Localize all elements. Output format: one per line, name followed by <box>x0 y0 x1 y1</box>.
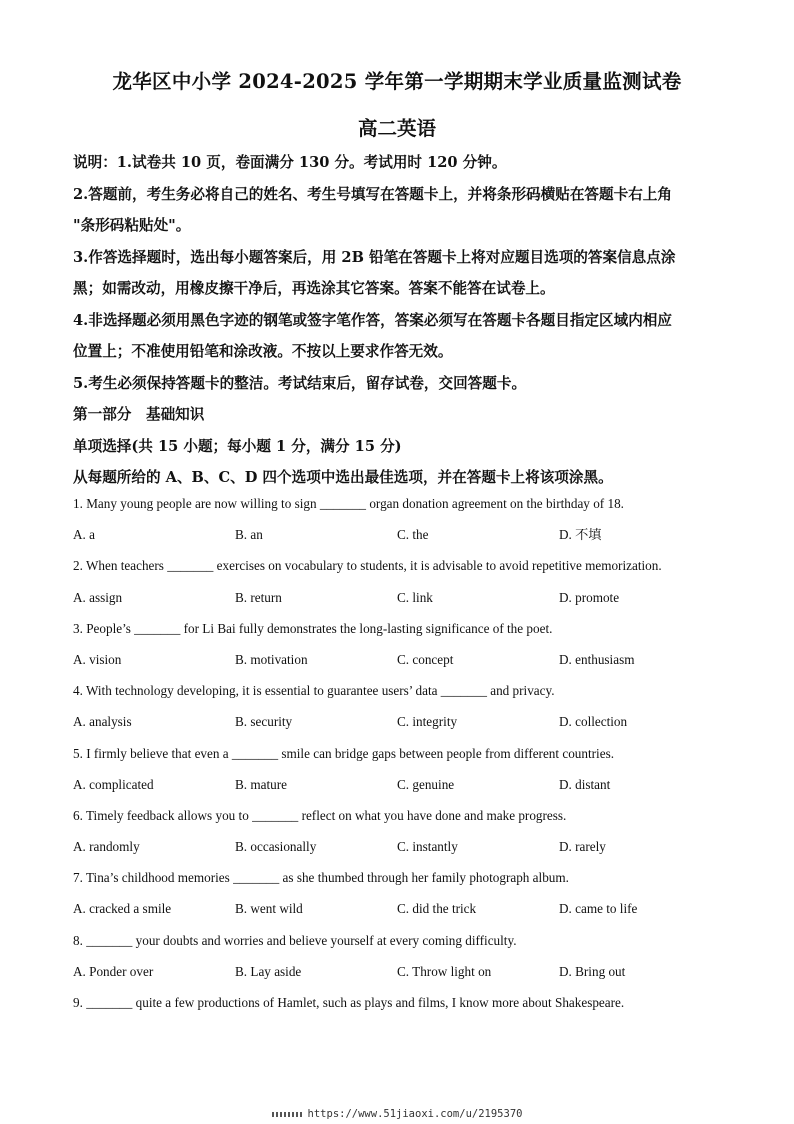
option-c: C. Throw light on <box>397 963 492 979</box>
instruction-line: 3.作答选择题时，选出每小题答案后，用 2B 铅笔在答题卡上将对应题目选项的答案信息点涂 <box>73 248 676 266</box>
question-stem: 2. When teachers _______ exercises on vocabulary to students, it is advisable to avoid repetitive memorization. <box>73 558 662 574</box>
option-c: C. the <box>397 527 429 543</box>
option-c: C. concept <box>397 651 454 667</box>
instruction-line: 说明：1.试卷共 10 页，卷面满分 130 分。考试用时 120 分钟。 <box>73 154 507 171</box>
option-d: D. rarely <box>559 839 606 855</box>
instruction-line: 黑；如需改动，用橡皮擦干净后，再选涂其它答案。答案不能答在试卷上。 <box>73 280 555 297</box>
instruction-line: 位置上；不准使用铅笔和涂改液。不按以上要求作答无效。 <box>73 343 453 360</box>
option-b: B. Lay aside <box>235 963 302 979</box>
question-stem: 6. Timely feedback allows you to _______ reflect on what you have done and make progress. <box>73 807 567 823</box>
option-d: D. distant <box>559 776 611 792</box>
question-stem: 3. People’s _______ for Li Bai fully demonstrates the long-lasting significance of the poet. <box>73 620 553 636</box>
option-row <box>73 519 733 550</box>
question-stem: 9. _______ quite a few productions of Hamlet, such as plays and films, I know more about Shakespeare. <box>73 995 625 1010</box>
option-row <box>73 706 733 737</box>
question-stem: 7. Tina’s childhood memories _______ as she thumbed through her family photograph album. <box>73 870 569 886</box>
option-b: B. went wild <box>235 901 303 917</box>
option-d: D. promote <box>559 589 620 605</box>
watermark-icon <box>272 1112 302 1117</box>
question-stem: 4. With technology developing, it is essential to guarantee users’ data _______ and privacy. <box>73 683 555 699</box>
question-stem: 8. _______ your doubts and worries and believe yourself at every coming difficulty. <box>73 932 517 948</box>
option-row <box>73 644 733 675</box>
question-list <box>73 488 733 1018</box>
section-heading: 第一部分 基础知识 <box>73 406 205 423</box>
option-d: D. collection <box>559 714 628 730</box>
option-b: B. occasionally <box>235 839 317 855</box>
option-b: B. return <box>235 589 282 605</box>
footer-url[interactable]: https://www.51jiaoxi.com/u/2195370 <box>307 1108 523 1120</box>
instruction-line: 4.非选择题必须用黑色字迹的钢笔或签字笔作答，答案必须写在答题卡各题目指定区域内相应 <box>73 311 672 329</box>
option-d: D. enthusiasm <box>559 651 635 667</box>
option-row <box>73 831 733 862</box>
option-a: A. vision <box>73 651 122 667</box>
section-subheading: 单项选择(共 15 小题；每小题 1 分，满分 15 分) <box>73 437 402 455</box>
option-a: A. assign <box>73 589 123 605</box>
page-footer <box>0 1108 794 1120</box>
instruction-line: 2.答题前，考生务必将自己的姓名、考生号填写在答题卡上，并将条形码横贴在答题卡右上角 <box>73 185 672 203</box>
option-row <box>73 893 733 924</box>
option-d: D. Bring out <box>559 963 626 979</box>
option-b: B. security <box>235 714 293 730</box>
option-row <box>73 769 733 800</box>
option-c: C. genuine <box>397 776 455 792</box>
section-directions: 从每题所给的 A、B、C、D 四个选项中选出最佳选项，并在答题卡上将该项涂黑。 <box>73 469 613 486</box>
option-row <box>73 956 733 987</box>
option-a: A. complicated <box>73 776 154 792</box>
instruction-line: "条形码粘贴处"。 <box>73 217 191 234</box>
question-stem: 1. Many young people are now willing to sign _______ organ donation agreement on the birthday of 18. <box>73 496 624 511</box>
option-a: A. a <box>73 527 95 543</box>
instruction-line: 5.考生必须保持答题卡的整洁。考试结束后，留存试卷，交回答题卡。 <box>73 374 527 392</box>
option-a: A. randomly <box>73 839 140 855</box>
question-stem: 5. I firmly believe that even a _______ smile can bridge gaps between people from different countries. <box>73 745 614 761</box>
option-d: D. came to life <box>559 901 638 917</box>
option-a: A. cracked a smile <box>73 901 172 917</box>
option-a: A. Ponder over <box>73 963 154 979</box>
option-d: D. 不填 <box>559 527 602 543</box>
option-c: C. link <box>397 589 433 605</box>
option-a: A. analysis <box>73 714 132 730</box>
exam-title: 龙华区中小学 2024-2025 学年第一学期期末学业质量监测试卷 <box>112 70 682 93</box>
option-b: B. an <box>235 527 263 543</box>
option-c: C. instantly <box>397 839 458 855</box>
option-c: C. did the trick <box>397 901 477 917</box>
option-b: B. motivation <box>235 651 308 667</box>
instructions <box>73 147 733 494</box>
exam-subject: 高二英语 <box>357 117 436 140</box>
option-c: C. integrity <box>397 714 458 730</box>
option-row <box>73 582 733 613</box>
option-b: B. mature <box>235 776 288 792</box>
